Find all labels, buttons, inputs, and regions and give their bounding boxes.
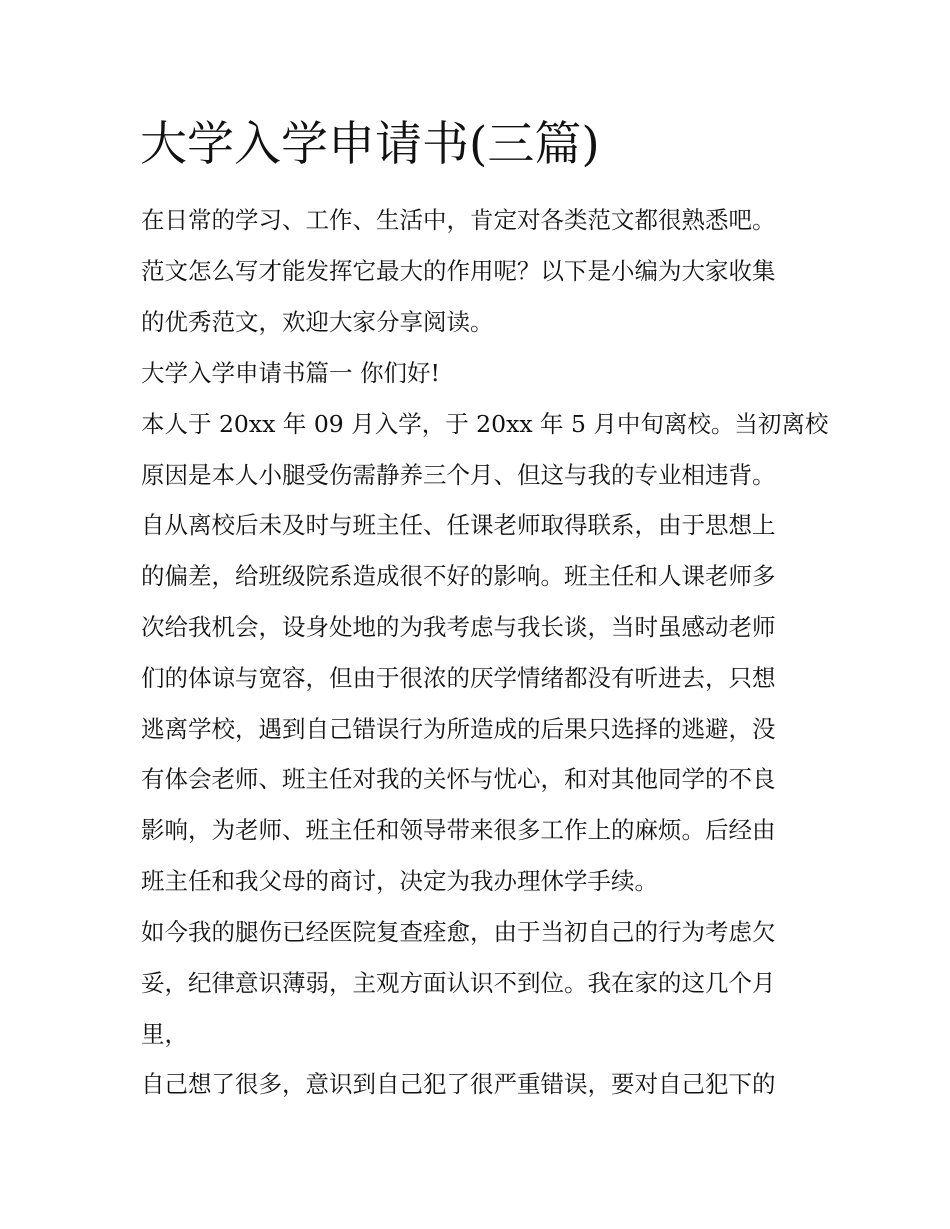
body-line: 在日常的学习、工作、生活中，肯定对各类范文都很熟悉吧。 [141,206,776,234]
body-line: 范文怎么写才能发挥它最大的作用呢？以下是小编为大家收集 [141,257,776,285]
body-line: 的偏差，给班级院系造成很不好的影响。班主任和人课老师多 [141,562,776,590]
body-line: 班主任和我父母的商讨，决定为我办理休学手续。 [141,867,658,895]
body-line: 有体会老师、班主任对我的关怀与忧心，和对其他同学的不良 [141,765,776,793]
body-line: 里， [141,1020,188,1048]
body-line: 原因是本人小腿受伤需静养三个月、但这与我的专业相违背。 [141,461,776,489]
body-line: 的优秀范文，欢迎大家分享阅读。 [141,308,494,336]
body-line: 妥，纪律意识薄弱，主观方面认识不到位。我在家的这几个月 [141,969,776,997]
body-line: 逃离学校，遇到自己错误行为所造成的后果只选择的逃避，没 [141,715,776,743]
section-heading-line: 大学入学申请书篇一 你们好! [141,359,440,387]
body-line: 次给我机会，设身处地的为我考虑与我长谈，当时虽感动老师 [141,613,776,641]
body-line: 本人于 20xx 年 09 月入学，于 20xx 年 5 月中旬离校。当初离校 [141,410,829,438]
body-line: 如今我的腿伤已经医院复查痊愈，由于当初自己的行为考虑欠 [141,918,776,946]
body-line: 们的体谅与宽容，但由于很浓的厌学情绪都没有听进去，只想 [141,664,776,692]
body-line: 自己想了很多，意识到自己犯了很严重错误，要对自己犯下的 [141,1070,776,1098]
document-title: 大学入学申请书(三篇) [140,117,600,172]
body-line: 自从离校后未及时与班主任、任课老师取得联系，由于思想上 [141,511,776,539]
body-line: 影响，为老师、班主任和领导带来很多工作上的麻烦。后经由 [141,816,776,844]
